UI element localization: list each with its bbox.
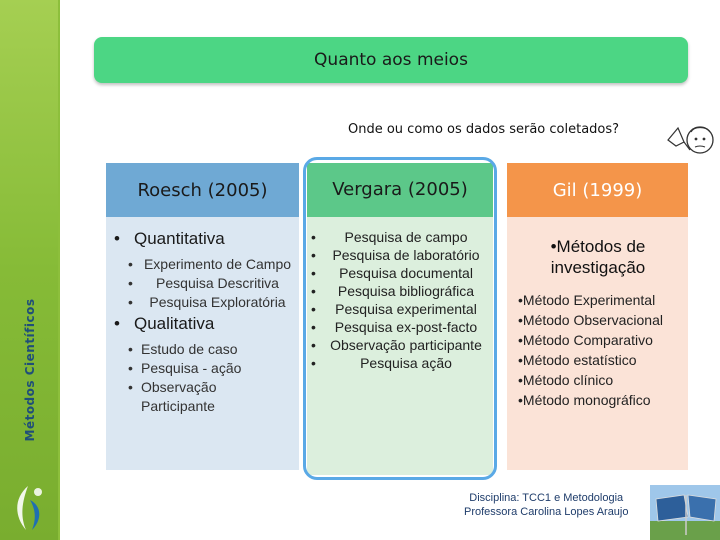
list-item: • Pesquisa documental bbox=[311, 264, 487, 282]
list-item: •Método Experimental bbox=[518, 292, 656, 308]
list-item: • Pesquisa ex-post-facto bbox=[311, 318, 487, 336]
list-item: • Observação participante bbox=[311, 336, 487, 354]
list-item-text: Pesquisa de laboratório bbox=[332, 247, 480, 263]
group-title-text: Quantitativa bbox=[134, 229, 225, 248]
list-item: •Método Observacional bbox=[518, 312, 663, 328]
solar-panel-photo-icon bbox=[650, 485, 720, 540]
list-item: • Pesquisa de laboratório bbox=[311, 246, 487, 264]
list-item-text: Estudo de caso bbox=[141, 341, 238, 357]
list-item-text: Pesquisa Exploratória bbox=[149, 294, 286, 310]
sidebar bbox=[0, 0, 60, 540]
footer-teacher: Professora Carolina Lopes Araujo bbox=[464, 506, 629, 518]
vergara-list bbox=[311, 228, 487, 372]
list-item-text: Pesquisa de campo bbox=[344, 229, 468, 245]
list-group-title bbox=[114, 229, 294, 249]
footer-credits bbox=[464, 491, 628, 519]
list-item: • Pesquisa - ação bbox=[128, 360, 242, 376]
thinking-person-icon bbox=[664, 120, 718, 164]
leaf-logo-icon bbox=[8, 482, 48, 534]
roesch-list bbox=[114, 229, 294, 416]
list-item: • Pesquisa Exploratória bbox=[114, 293, 294, 312]
list-item-text: Pesquisa Descritiva bbox=[156, 275, 279, 291]
list-item-text: Observação participante bbox=[330, 337, 482, 353]
list-item-text: Observação Participante bbox=[141, 379, 217, 414]
group-title-text: Qualitativa bbox=[134, 314, 215, 333]
list-item-text: Pesquisa - ação bbox=[141, 360, 242, 376]
list-item-text: Pesquisa ex-post-facto bbox=[334, 319, 478, 335]
column-roesch-heading bbox=[106, 163, 299, 217]
list-item: • Pesquisa bibliográfica bbox=[311, 282, 487, 300]
column-heading-text: Roesch (2005) bbox=[137, 179, 268, 201]
list-item: • Pesquisa de campo bbox=[311, 228, 487, 246]
gil-list-title: •Métodos de investigação bbox=[550, 237, 646, 277]
list-item: •Método clínico bbox=[518, 372, 614, 388]
column-heading-text: Vergara (2005) bbox=[332, 179, 468, 201]
list-item-text: Pesquisa experimental bbox=[335, 301, 477, 317]
list-item-text: Pesquisa bibliográfica bbox=[337, 283, 475, 299]
column-heading-text: Gil (1999) bbox=[552, 179, 643, 201]
list-item: •Método estatístico bbox=[518, 352, 637, 368]
footer-course: Disciplina: TCC1 e Metodologia bbox=[469, 492, 624, 504]
list-item-text: Pesquisa documental bbox=[339, 265, 473, 281]
list-item: • Estudo de caso bbox=[128, 341, 238, 357]
gil-items bbox=[512, 290, 684, 410]
question-text: Onde ou como os dados serão coletados? bbox=[348, 122, 620, 137]
sidebar-background bbox=[0, 0, 58, 540]
list-item-text: Pesquisa ação bbox=[360, 355, 452, 371]
column-gil-heading bbox=[507, 163, 688, 217]
list-item: • Observação Participante bbox=[114, 378, 294, 416]
page-title: Quanto aos meios bbox=[314, 50, 468, 70]
list-item: • Pesquisa ação bbox=[311, 354, 487, 372]
gil-list bbox=[512, 236, 684, 410]
list-item: • Pesquisa experimental bbox=[311, 300, 487, 318]
list-item: •Método Comparativo bbox=[518, 332, 653, 348]
sidebar-label: Métodos Científicos bbox=[23, 298, 37, 442]
title-banner bbox=[94, 37, 688, 83]
list-item-text: Experimento de Campo bbox=[143, 256, 292, 272]
list-item: • Experimento de Campo bbox=[114, 255, 294, 274]
bullet: • bbox=[114, 229, 120, 248]
list-group-title: • Qualitativa bbox=[114, 314, 215, 333]
list-item: • Pesquisa Descritiva bbox=[114, 274, 294, 293]
list-item: •Método monográfico bbox=[518, 392, 651, 408]
